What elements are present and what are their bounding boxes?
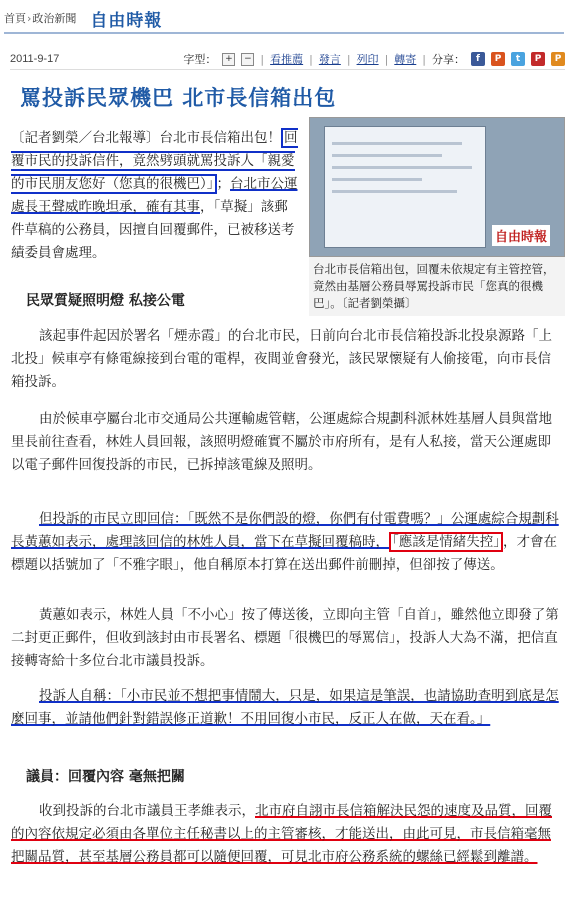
plurk-icon[interactable]: P <box>491 52 505 66</box>
screen-line <box>332 142 462 145</box>
top-nav-bar <box>4 4 564 34</box>
screen-line <box>332 178 422 181</box>
recommend-link[interactable]: 看推薦 <box>270 53 304 66</box>
lead-text: ； <box>216 176 230 192</box>
newspaper-watermark: 自由時報 <box>492 225 550 246</box>
paragraph-text: ，才會在標題以括號加了「不雅字眼」 <box>11 534 557 573</box>
breadcrumb-home-link[interactable]: 首頁 <box>4 12 26 25</box>
font-decrease-button[interactable]: − <box>241 53 254 66</box>
paragraph: 該起事件起因於署名「煙赤霞」的台北市民，日前向台北市長信箱投訴北投泉源路「上北投」候車亭有條電線接到台電的電桿，夜間並會發光，該民眾懷疑有人偷接電，向市長信箱投訴。 <box>11 328 552 390</box>
article-photo <box>309 117 565 319</box>
paragraph: 由於候車亭屬台北市交通局公共運輸處管轄，公運處綜合規劃科派林姓基層人員與當地里長前往查看，林姓人員回報，該照明燈確實不屬於市府所有，是有人私接，當天公運處即以電子郵件回復投訴的市民，已拆掉該電線及照明。 <box>11 411 552 473</box>
screen-line <box>332 190 457 193</box>
paragraph-text: 收到投訴的台北市議員王孝維表示， <box>39 803 255 819</box>
breadcrumb-section-link[interactable]: 政治新聞 <box>32 12 77 25</box>
news-photo-image[interactable] <box>309 117 565 257</box>
highlight-admission: 台北市公運處長王聲威昨晚坦承，確有其事 <box>11 176 298 215</box>
photo-caption: 台北市長信箱出包，回覆未依規定有主管控管，竟然由基層公務員辱罵投訴市民「您真的很機巴」。〔記者劉榮攝〕 <box>309 257 565 316</box>
forward-link[interactable]: 轉寄 <box>394 53 417 66</box>
share-icon[interactable]: P <box>531 52 545 66</box>
article-toolbar <box>10 49 565 70</box>
divider: | <box>384 52 389 66</box>
publish-date: 2011-9-17 <box>10 53 60 65</box>
highlight-quote: 回覆市民的投訴信件，竟然劈頭就罵投訴人「親愛的市民朋友您好（您真的很機巴）」 <box>11 130 298 192</box>
breadcrumb-separator: › <box>27 12 32 25</box>
lead-text: ，「草擬」該郵件草稿的公務員，因擅自回覆郵件，已被移送考績委員會處理。 <box>11 199 295 261</box>
font-size-label: 字型： <box>183 53 217 66</box>
highlight-reply: 但投訴的市民立即回信：「既然不是你們設的燈，你們有付電費嗎？」公運處綜合規劃科長黃蕙如表示，處理該回信的林姓人員，當下在草擬回覆稿時， <box>11 511 559 550</box>
highlight-criticism: 北市府自詡市長信箱解決民怨的速度及品質，回覆的內容依規定必須由各單位主任秘書以上的主管審核，才能送出，由此可見，市長信箱毫無把關品質，甚至基層公務員都可以隨便回覆，可見北市府公務系統的螺絲已經鬆到離譜。 <box>11 803 552 865</box>
subheading: 民眾質疑照明燈 私接公電 <box>26 293 185 309</box>
article-headline: 罵投訴民眾機巴 北市長信箱出包 <box>20 85 337 110</box>
divider: | <box>260 52 265 66</box>
facebook-icon[interactable]: f <box>471 52 485 66</box>
divider: | <box>346 52 351 66</box>
breadcrumb <box>4 10 76 26</box>
share-label: 分享： <box>432 53 465 66</box>
font-increase-button[interactable]: + <box>222 53 235 66</box>
subheading: 議員：回覆內容 毫無把關 <box>26 769 185 785</box>
paragraph <box>11 685 563 731</box>
paragraph-text: ，他自稱原本打算在送出郵件前刪掉，但卻按了傳送。 <box>179 557 504 573</box>
brand-logo[interactable]: 自由時報 <box>90 10 163 31</box>
screen-line <box>332 166 472 169</box>
lead-paragraph <box>11 127 301 265</box>
tool-links <box>183 51 565 67</box>
screen-line <box>332 154 442 157</box>
highlight-complaint: 投訴人自稱：「小市民並不想把事情鬧大，只是，如果這是筆誤，也請協助查明到底是怎麼回事，並請他們針對錯誤修正道歉！不用回復小市民，反正人在做，天在看。」 <box>11 688 559 727</box>
share-icon[interactable]: P <box>551 52 565 66</box>
paragraph <box>11 508 563 577</box>
paragraph: 黃蕙如表示，林姓人員「不小心」按了傳送後，立即向主管「自首」，雖然他立即發了第二封更正郵件，但收到該封由市長署名、標題「很機巴的辱罵信」，投訴人大為不滿，把信直接轉寄給十多位台北市議員投訴。 <box>11 607 559 669</box>
twitter-icon[interactable]: t <box>511 52 525 66</box>
divider: | <box>422 52 426 66</box>
comment-link[interactable]: 發言 <box>318 53 341 66</box>
lead-text: 〔記者劉榮／台北報導〕台北市長信箱出包！ <box>11 130 281 146</box>
divider: | <box>309 52 313 66</box>
highlight-emotion: 「應該是情緒失控」 <box>389 532 503 552</box>
print-link[interactable]: 列印 <box>356 53 379 66</box>
paragraph <box>11 800 563 869</box>
